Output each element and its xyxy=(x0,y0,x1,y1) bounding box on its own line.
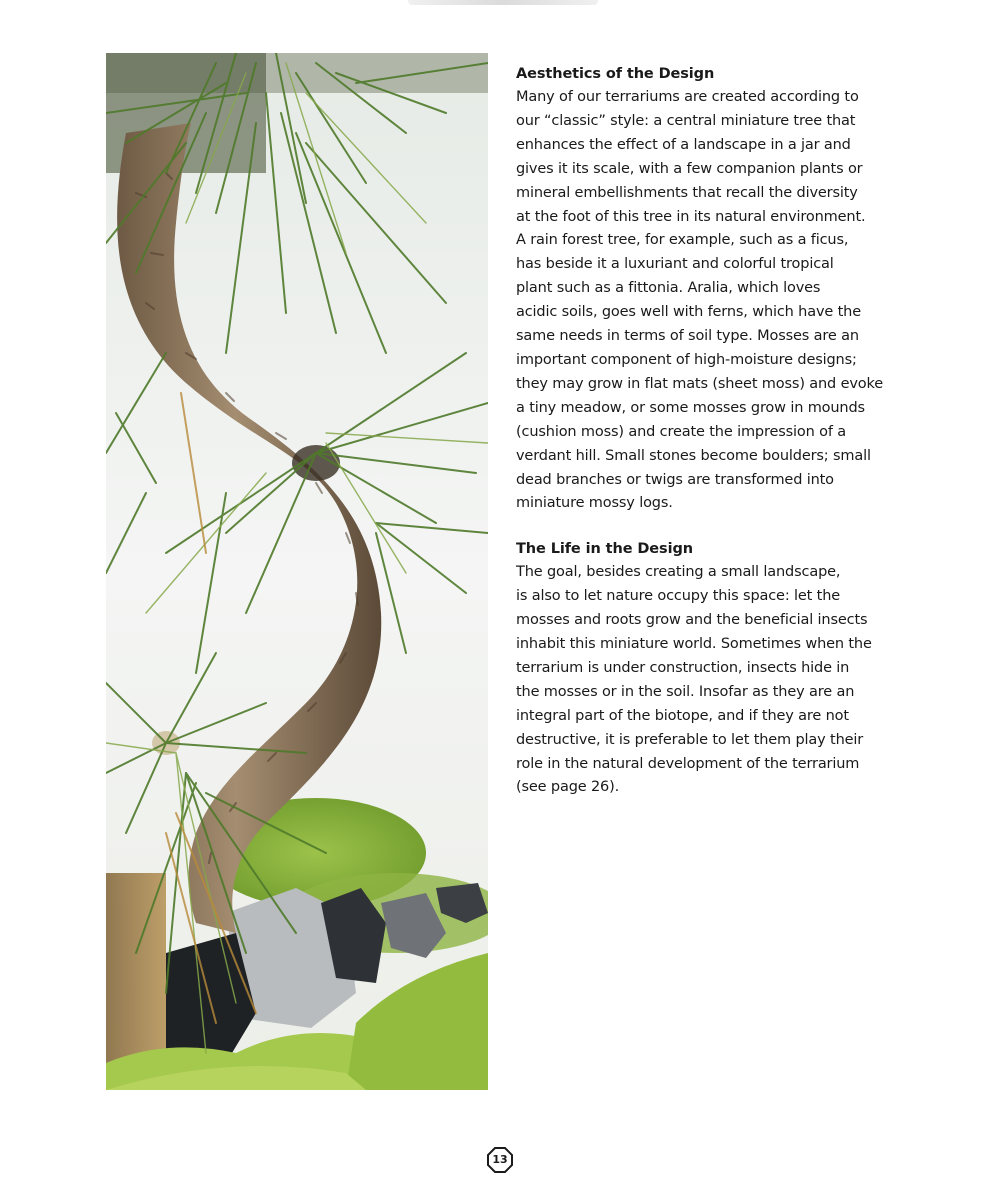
body-line: destructive, it is preferable to let them play their xyxy=(516,731,864,748)
section-heading: The Life in the Design xyxy=(516,541,693,558)
header-remnant xyxy=(408,0,598,5)
section-life xyxy=(516,537,896,800)
body-line: the mosses or in the soil. Insofar as they are an xyxy=(516,683,855,700)
body-line: a tiny meadow, or some mosses grow in mounds xyxy=(516,399,865,416)
body-line: mosses and roots grow and the beneficial insects xyxy=(516,612,868,629)
body-line: at the foot of this tree in its natural environment. xyxy=(516,208,866,225)
bonsai-photo xyxy=(106,53,488,1090)
body-line: integral part of the biotope, and if they are not xyxy=(516,707,849,724)
body-line: role in the natural development of the terrarium xyxy=(516,755,860,772)
body-line: same needs in terms of soil type. Mosses are an xyxy=(516,328,859,345)
body-line: Many of our terrariums are created according to xyxy=(516,89,859,105)
body-line: The goal, besides creating a small landscape, xyxy=(516,564,841,581)
body-line: mineral embellishments that recall the diversity xyxy=(516,184,858,201)
section-aesthetics xyxy=(516,62,896,516)
section-body xyxy=(516,86,896,516)
body-line: they may grow in flat mats (sheet moss) and evoke xyxy=(516,375,883,392)
page-number-badge xyxy=(486,1146,514,1174)
body-line: dead branches or twigs are transformed into xyxy=(516,471,834,488)
section-heading: Aesthetics of the Design xyxy=(516,66,715,82)
body-line: our “classic” style: a central miniature tree that xyxy=(516,112,856,129)
section-body xyxy=(516,561,896,800)
text-column xyxy=(516,62,896,821)
body-line: terrarium is under construction, insects hide in xyxy=(516,659,850,676)
body-line: is also to let nature occupy this space: let the xyxy=(516,588,841,605)
body-line: plant such as a fittonia. Aralia, which loves xyxy=(516,280,821,297)
page-number: 13 xyxy=(492,1153,508,1166)
body-line: A rain forest tree, for example, such as a ficus, xyxy=(516,232,849,249)
body-line: inhabit this miniature world. Sometimes when the xyxy=(516,636,872,653)
body-line: verdant hill. Small stones become boulders; small xyxy=(516,447,871,464)
body-line: gives it its scale, with a few companion plants or xyxy=(516,160,863,177)
body-line: (cushion moss) and create the impression of a xyxy=(516,423,847,440)
body-line: acidic soils, goes well with ferns, which have the xyxy=(516,304,861,321)
body-line: (see page 26). xyxy=(516,779,620,796)
body-line: miniature mossy logs. xyxy=(516,495,673,512)
body-line: enhances the effect of a landscape in a jar and xyxy=(516,136,851,153)
body-line: important component of high-moisture designs; xyxy=(516,351,857,368)
body-line: has beside it a luxuriant and colorful tropical xyxy=(516,256,834,273)
